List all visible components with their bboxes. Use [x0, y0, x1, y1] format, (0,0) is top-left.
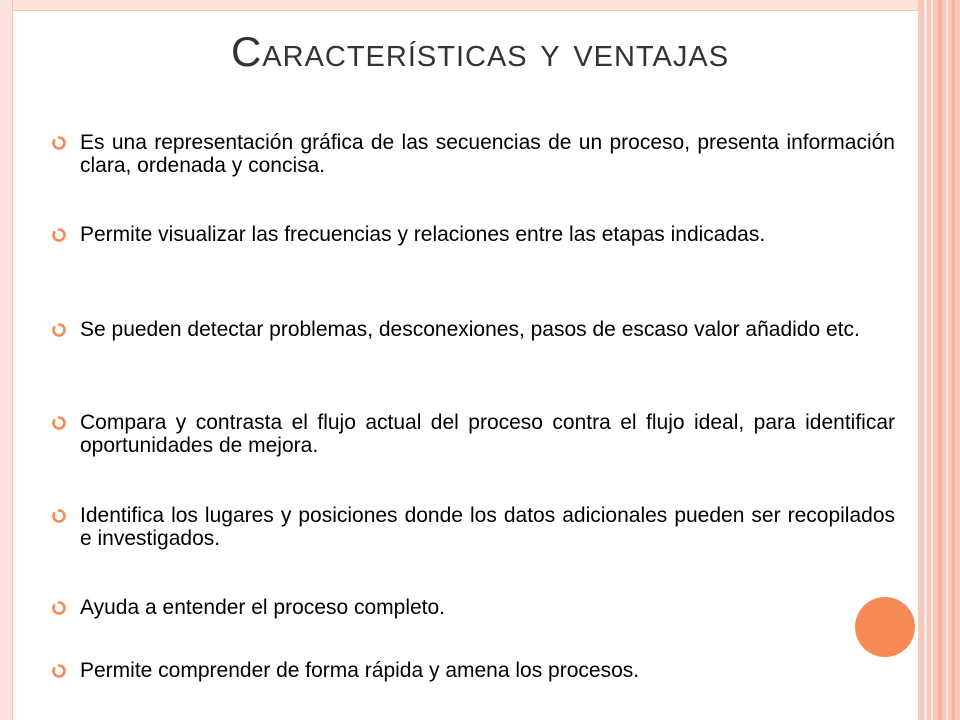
- bullet-item: [80, 596, 895, 619]
- slide-title: Características y ventajas: [230, 28, 730, 75]
- ring-bullet-icon: [51, 227, 67, 243]
- bullet-text: Identifica los lugares y posiciones donde los datos adicionales pueden ser recopilados e investigados.: [80, 504, 895, 550]
- orange-circle-decoration: [855, 597, 915, 657]
- ring-bullet-icon: [51, 508, 67, 524]
- bullet-item: [80, 504, 895, 550]
- ring-bullet-icon: [51, 600, 67, 616]
- bullet-item: [80, 131, 895, 177]
- bullet-item: [80, 318, 895, 341]
- bullet-item: [80, 659, 895, 682]
- bullet-text: Permite visualizar las frecuencias y relaciones entre las etapas indicadas.: [80, 223, 766, 246]
- bullet-text: Compara y contrasta el flujo actual del proceso contra el flujo ideal, para identificar oportunidades de mejora.: [80, 411, 895, 457]
- bullet-text: Es una representación gráfica de las secuencias de un proceso, presenta información clara, ordenada y concisa.: [80, 131, 895, 177]
- ring-bullet-icon: [51, 322, 67, 338]
- ring-bullet-icon: [51, 415, 67, 431]
- bullet-item: [80, 411, 895, 457]
- ring-bullet-icon: [51, 663, 67, 679]
- bullet-item: [80, 223, 895, 246]
- bullet-text: Ayuda a entender el proceso completo.: [80, 596, 446, 619]
- bullet-text: Permite comprender de forma rápida y amena los procesos.: [80, 659, 640, 682]
- ring-bullet-icon: [51, 135, 67, 151]
- bullet-text: Se pueden detectar problemas, desconexiones, pasos de escaso valor añadido etc.: [80, 318, 860, 341]
